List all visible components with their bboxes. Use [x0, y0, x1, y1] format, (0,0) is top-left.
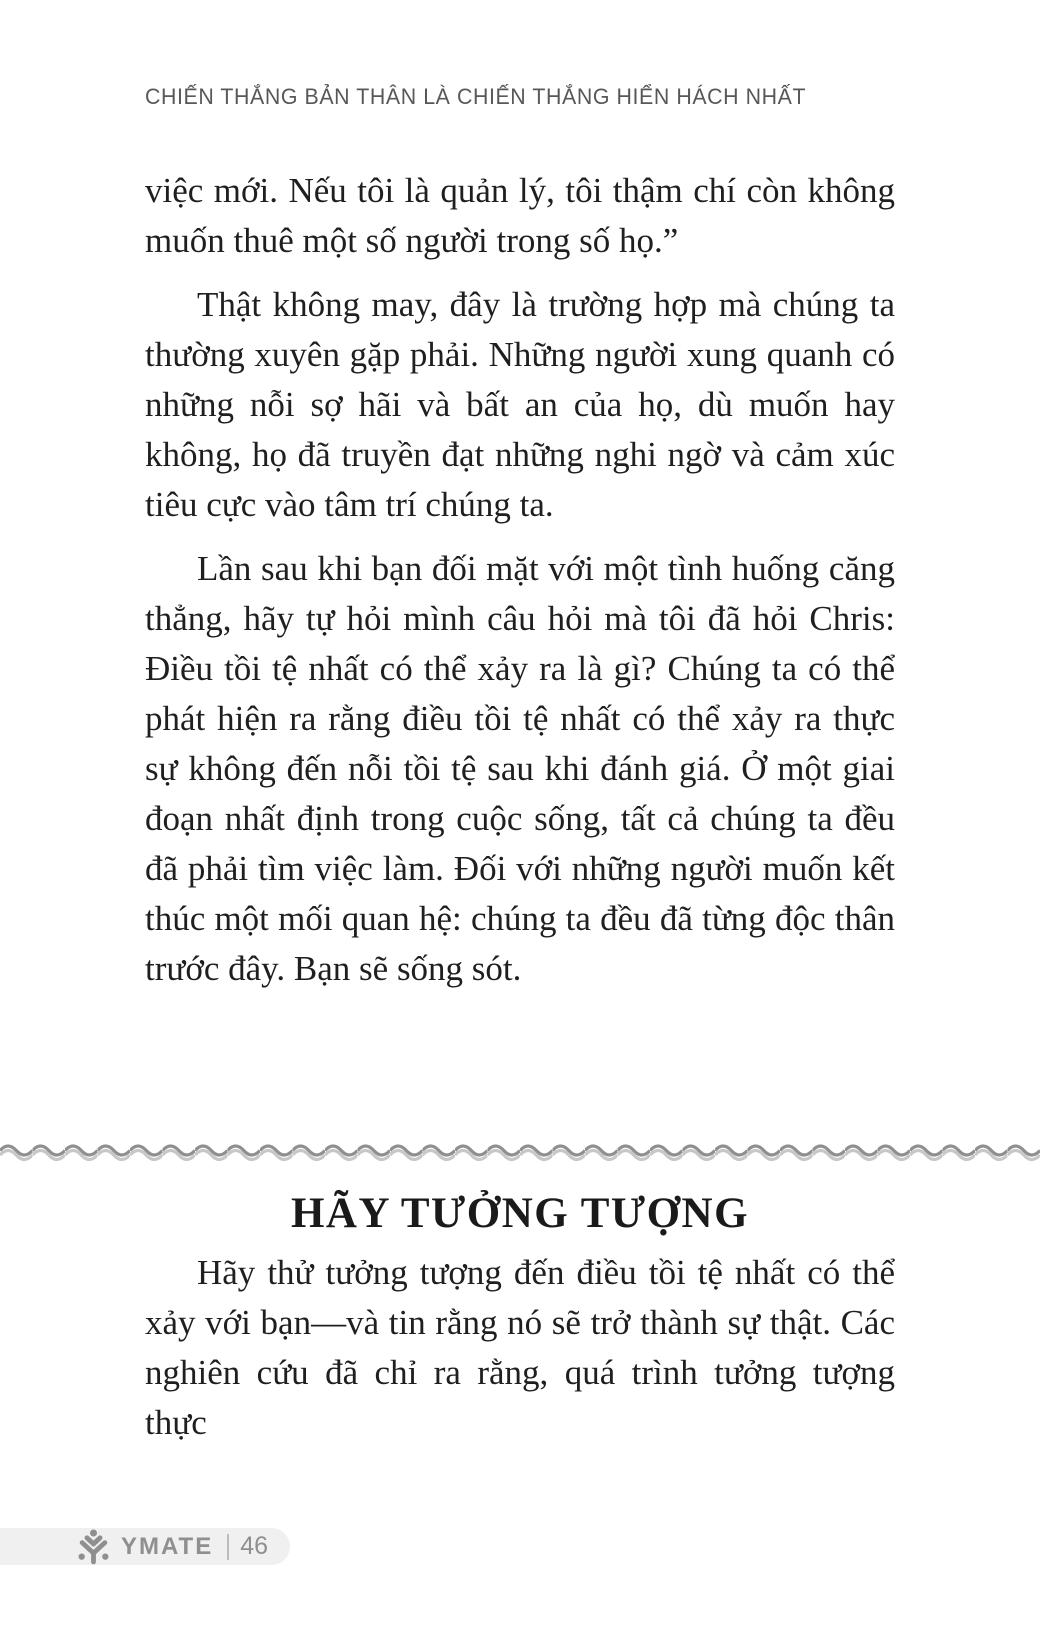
brand-name: YMATE	[121, 1532, 214, 1560]
body-text	[145, 166, 895, 1008]
paragraph: Hãy thử tưởng tượng đến điều tồi tệ nhất có thể xảy với bạn—và tin rằng nó sẽ trở thành sự thật. Các nghiên cứu đã chỉ ra rằng, quá trình tưởng tượng thực	[145, 1253, 895, 1442]
page-number: 46	[240, 1532, 269, 1560]
section-heading: HÃY TƯỞNG TƯỢNG	[290, 1190, 750, 1237]
paragraph: Thật không may, đây là trường hợp mà chúng ta thường xuyên gặp phải. Những người xung quanh có những nỗi sợ hãi và bất an của họ, dù muốn hay không, họ đã truyền đạt những nghi ngờ và cảm xúc tiêu cực vào tâm trí chúng ta.	[145, 285, 895, 524]
footer-pill	[0, 1528, 290, 1565]
wavy-divider-icon	[0, 1140, 1040, 1164]
paragraph: Lần sau khi bạn đối mặt với một tình huống căng thẳng, hãy tự hỏi mình câu hỏi mà tôi đã hỏi Chris: Điều tồi tệ nhất có thể xảy ra là gì? Chúng ta có thể phát hiện ra rằng điều tồi tệ nhất có thể xảy ra thực sự không đến nỗi tồi tệ sau khi đánh giá. Ở một giai đoạn nhất định trong cuộc sống, tất cả chúng ta đều đã phải tìm việc làm. Đối với những người muốn kết thúc một mối quan hệ: chúng ta đều đã từng độc thân trước đây. Bạn sẽ sống sót.	[145, 549, 895, 988]
footer-divider	[227, 1534, 229, 1560]
paragraph: việc mới. Nếu tôi là quản lý, tôi thậm chí còn không muốn thuê một số người trong số họ.”	[145, 171, 895, 260]
running-head: CHIẾN THẮNG BẢN THÂN LÀ CHIẾN THẮNG HIỂN HÁCH NHẤT	[145, 84, 807, 109]
section-body-text	[145, 1248, 895, 1462]
ymate-logo-icon	[76, 1528, 111, 1566]
